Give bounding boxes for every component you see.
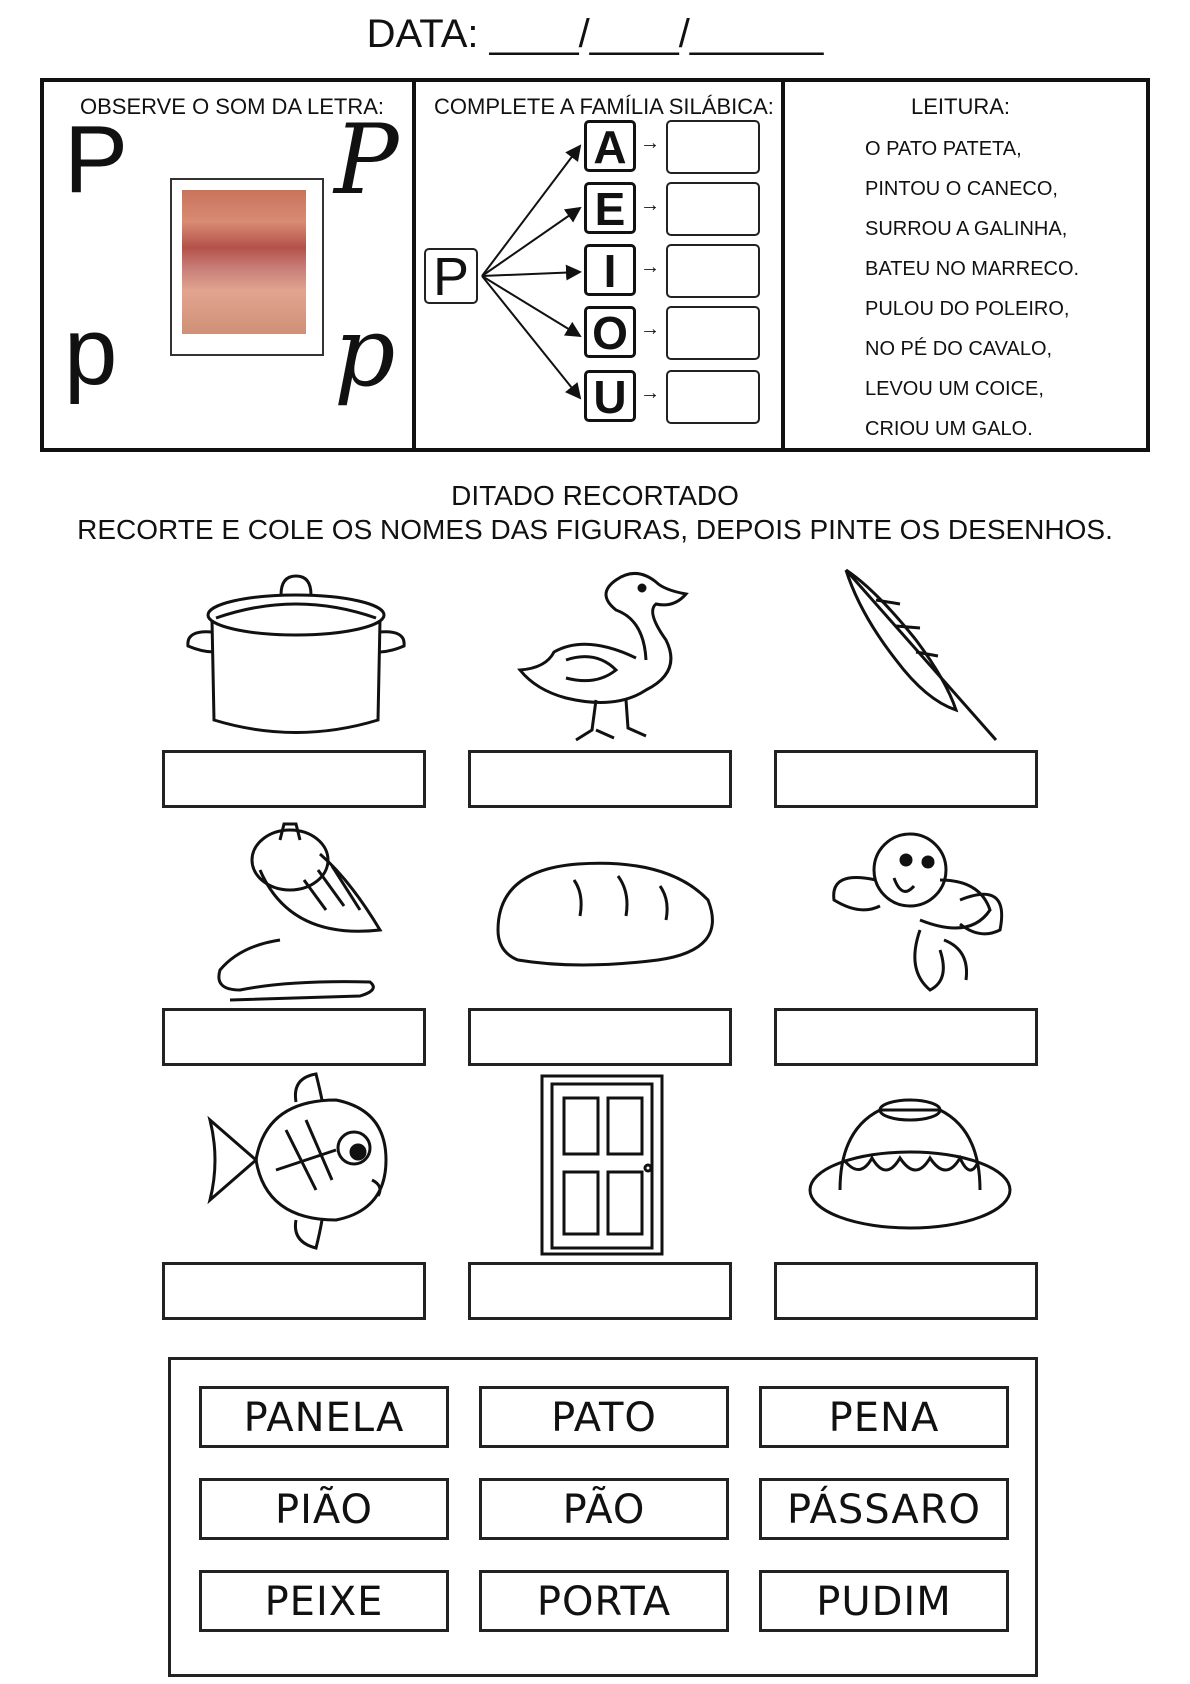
lowercase-print-letter: p bbox=[64, 298, 118, 405]
word-bank bbox=[168, 1357, 1038, 1677]
uppercase-print-letter: P bbox=[64, 106, 129, 213]
poem-line: PULOU DO POLEIRO, bbox=[865, 298, 1070, 320]
word-card-piao[interactable]: PIÃO bbox=[199, 1478, 449, 1540]
arrow-u: → bbox=[640, 382, 660, 404]
syllable-family-panel bbox=[416, 82, 785, 448]
answer-box-po[interactable] bbox=[666, 306, 760, 360]
poem-line: LEVOU UM COICE, bbox=[865, 378, 1044, 400]
word-card-pudim[interactable]: PUDIM bbox=[759, 1570, 1009, 1632]
poem-line: CRIOU UM GALO. bbox=[865, 418, 1033, 440]
uppercase-script-letter: P bbox=[334, 104, 399, 216]
answer-box-pu[interactable] bbox=[666, 370, 760, 424]
word-card-passaro[interactable]: PÁSSARO bbox=[759, 1478, 1009, 1540]
word-card-pato[interactable]: PATO bbox=[479, 1386, 729, 1448]
activity-title: DITADO RECORTADO bbox=[451, 480, 739, 511]
syllable-family-heading: COMPLETE A FAMÍLIA SILÁBICA: bbox=[434, 94, 774, 119]
pudim-drawing bbox=[800, 1070, 1040, 1260]
answer-blank-3[interactable] bbox=[774, 750, 1038, 808]
passaro-drawing bbox=[820, 820, 1060, 1010]
panela-drawing bbox=[176, 560, 416, 750]
vowel-box-a: A bbox=[584, 120, 636, 172]
pato-drawing bbox=[496, 560, 736, 750]
answer-box-pe[interactable] bbox=[666, 182, 760, 236]
porta-drawing bbox=[500, 1070, 740, 1260]
consonant-box: P bbox=[424, 248, 478, 304]
answer-blank-1[interactable] bbox=[162, 750, 426, 808]
vowel-box-i: I bbox=[584, 244, 636, 296]
arrow-e: → bbox=[640, 194, 660, 216]
arrow-a: → bbox=[640, 132, 660, 154]
answer-blank-2[interactable] bbox=[468, 750, 732, 808]
word-card-panela[interactable]: PANELA bbox=[199, 1386, 449, 1448]
top-panels bbox=[40, 78, 1150, 452]
vowel-box-e: E bbox=[584, 182, 636, 234]
word-card-peixe[interactable]: PEIXE bbox=[199, 1570, 449, 1632]
pena-drawing bbox=[816, 560, 1056, 750]
answer-blank-6[interactable] bbox=[774, 1008, 1038, 1066]
poem-line: PINTOU O CANECO, bbox=[865, 178, 1058, 200]
vowel-box-o: O bbox=[584, 306, 636, 358]
answer-blank-9[interactable] bbox=[774, 1262, 1038, 1320]
reading-panel bbox=[785, 82, 1146, 448]
lowercase-script-letter: p bbox=[334, 296, 396, 408]
word-card-pena[interactable]: PENA bbox=[759, 1386, 1009, 1448]
letter-sound-panel bbox=[44, 82, 416, 448]
answer-blank-8[interactable] bbox=[468, 1262, 732, 1320]
arrow-i: → bbox=[640, 256, 660, 278]
answer-box-pa[interactable] bbox=[666, 120, 760, 174]
word-card-porta[interactable]: PORTA bbox=[479, 1570, 729, 1632]
letter-sound-heading: OBSERVE O SOM DA LETRA: bbox=[80, 94, 385, 119]
piao-drawing bbox=[200, 820, 440, 1010]
answer-box-pi[interactable] bbox=[666, 244, 760, 298]
poem-line: SURROU A GALINHA, bbox=[865, 218, 1068, 240]
pao-drawing bbox=[488, 820, 728, 1010]
word-card-pao[interactable]: PÃO bbox=[479, 1478, 729, 1540]
reading-heading: LEITURA: bbox=[911, 94, 1011, 119]
lips-photo bbox=[182, 190, 306, 334]
date-label: DATA: ____/____/______ bbox=[366, 12, 824, 56]
activity-instruction: RECORTE E COLE OS NOMES DAS FIGURAS, DEPOIS PINTE OS DESENHOS. bbox=[77, 514, 1113, 545]
answer-blank-4[interactable] bbox=[162, 1008, 426, 1066]
vowel-box-u: U bbox=[584, 370, 636, 422]
answer-blank-5[interactable] bbox=[468, 1008, 732, 1066]
lips-photo-frame bbox=[170, 178, 324, 356]
peixe-drawing bbox=[196, 1070, 436, 1260]
poem-line: O PATO PATETA, bbox=[865, 138, 1022, 160]
poem-line: BATEU NO MARRECO. bbox=[865, 258, 1080, 280]
poem-line: NO PÉ DO CAVALO, bbox=[865, 338, 1053, 360]
arrow-o: → bbox=[640, 318, 660, 340]
answer-blank-7[interactable] bbox=[162, 1262, 426, 1320]
